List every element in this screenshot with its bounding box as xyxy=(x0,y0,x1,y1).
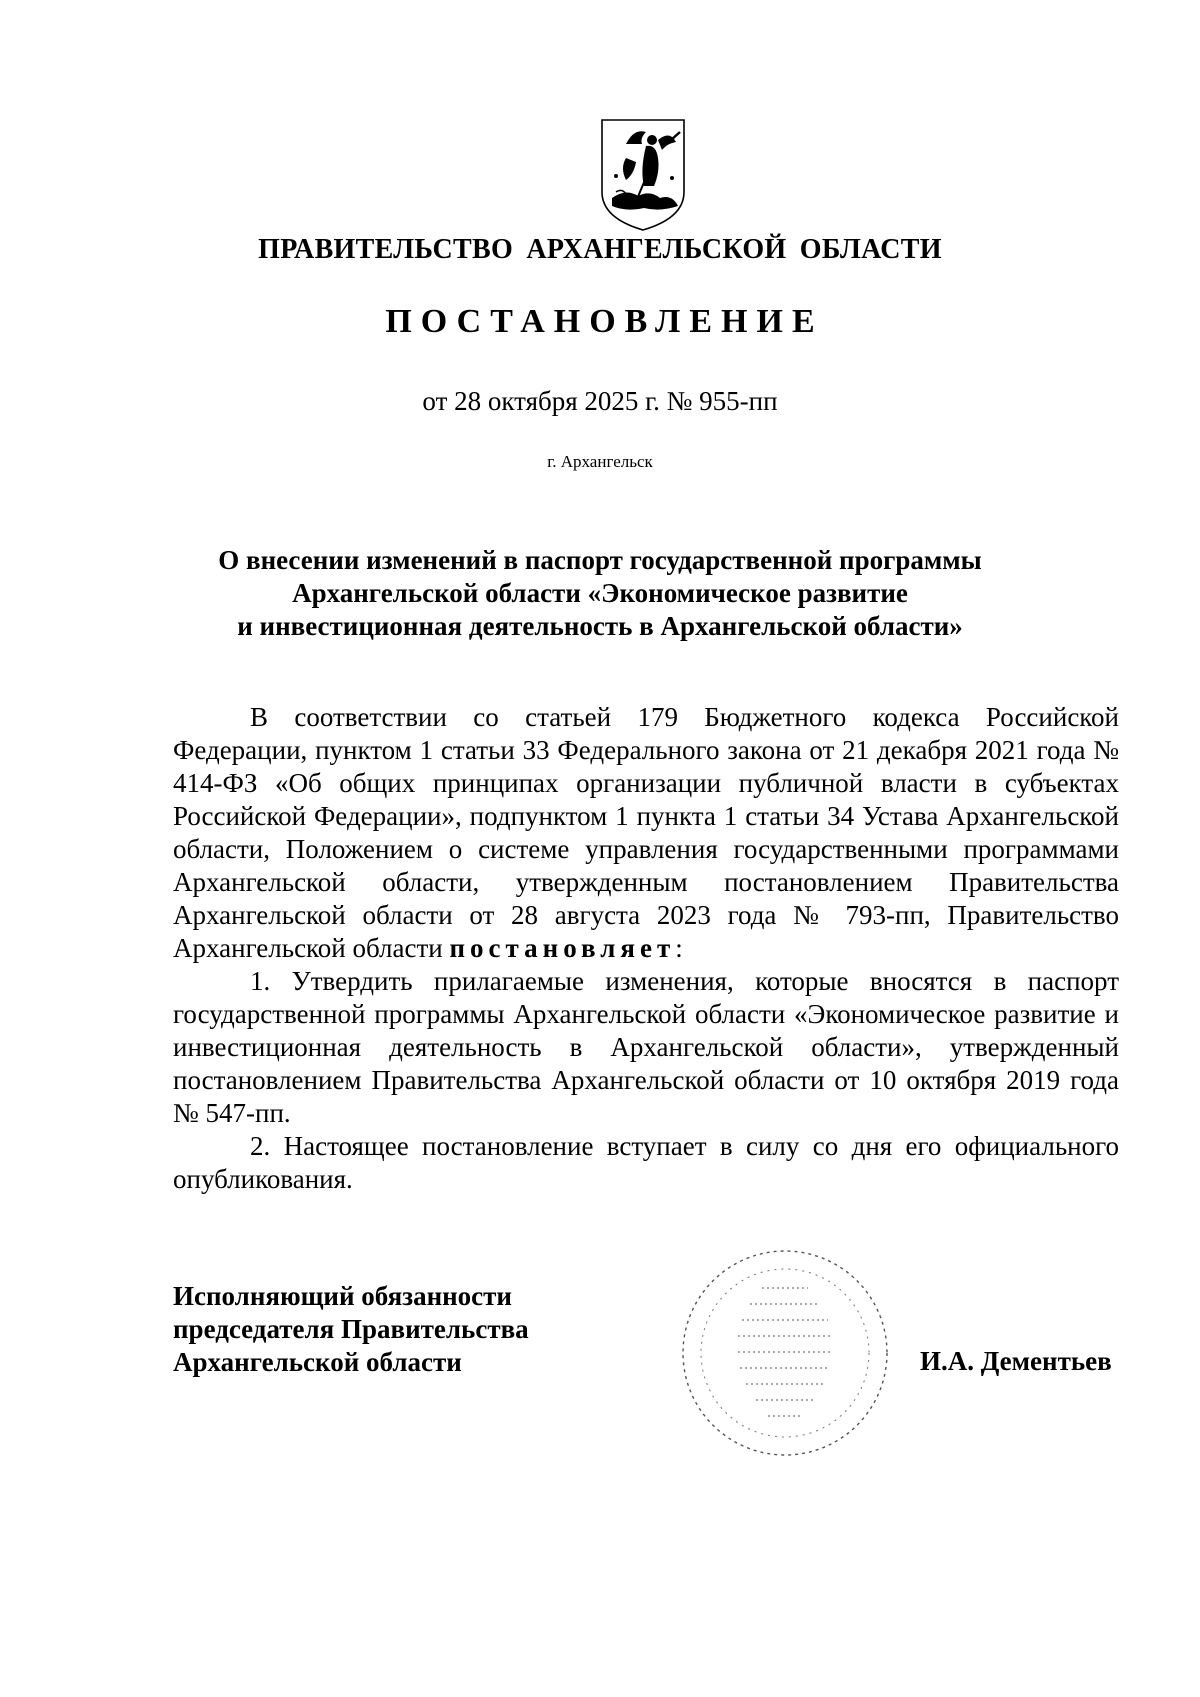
government-name: ПРАВИТЕЛЬСТВО АРХАНГЕЛЬСКОЙ ОБЛАСТИ xyxy=(258,234,942,265)
document-date-number: от 28 октября 2025 г. № 955-пп xyxy=(422,386,778,416)
subject-line: и инвестиционная деятельность в Архангельской области» xyxy=(237,611,963,641)
document-city: г. Архангельск xyxy=(547,452,653,471)
official-seal-stamp-icon xyxy=(676,1244,894,1462)
document-subject xyxy=(150,544,1050,643)
subject-line: О внесении изменений в паспорт государственной программы xyxy=(218,545,982,575)
preamble-paragraph xyxy=(173,701,1119,965)
preamble-text: В соответствии со статьей 179 Бюджетного кодекса Российской Федерации, пунктом 1 статьи 33 Федерального закона от 21 декабря 2021 года № 414-ФЗ «Об общих принципах организации публичной власти в субъектах Российской Федерации», подпунктом 1 пункта 1 статьи 34 Устава Архангельской области, Положением о системе управления государственными программами Архангельской области, утвержденным постановлением Правительства Архангельской области от 28 августа 2023 года № 793-пп, Правительство Архангельской области xyxy=(173,702,1119,963)
signatory-name: И.А. Дементьев xyxy=(920,1346,1112,1376)
decree-item-1: 1. Утвердить прилагаемые изменения, которые вносятся в паспорт государственной программы Архангельской области «Экономическое развитие и инвестиционная деятельность в Архангельской области», утвержденный постановлением Правительства Архангельской области от 10 октября 2019 года № 547-пп. xyxy=(173,966,1119,1128)
decree-colon: : xyxy=(675,933,683,963)
subject-line: Архангельской области «Экономическое развитие xyxy=(292,578,908,608)
position-line: председателя Правительства xyxy=(173,1314,529,1344)
position-line: Архангельской области xyxy=(173,1347,462,1377)
position-line: Исполняющий обязанности xyxy=(173,1281,512,1311)
decree-word: постановляет xyxy=(449,933,676,963)
signatory-position xyxy=(173,1280,529,1379)
arkhangelsk-coat-of-arms-icon xyxy=(596,114,690,234)
document-body xyxy=(173,701,1119,1196)
document-type: ПОСТАНОВЛЕНИЕ xyxy=(385,303,824,340)
decree-item-2: 2. Настоящее постановление вступает в силу со дня его официального опубликования. xyxy=(173,1131,1119,1194)
